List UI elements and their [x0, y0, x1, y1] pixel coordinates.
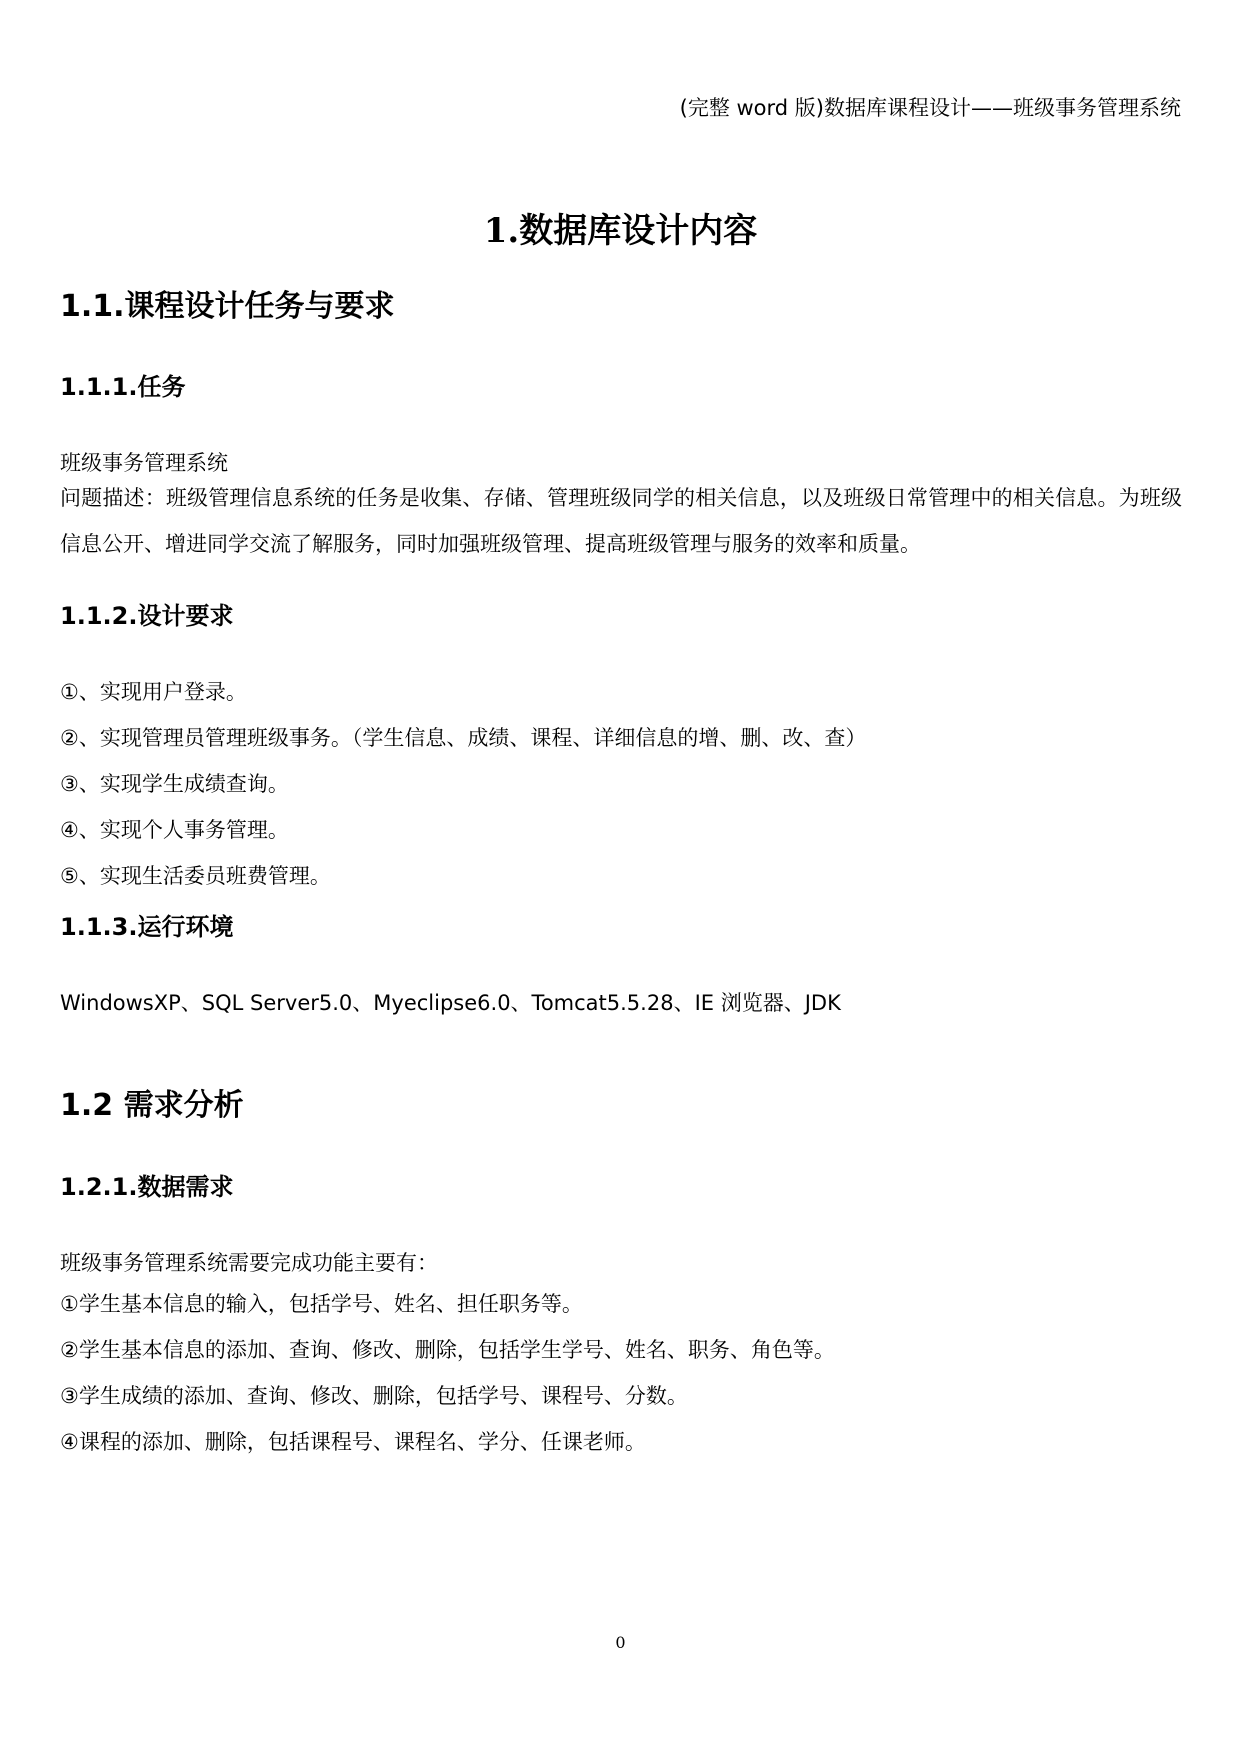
subsection-heading-requirements: 1.1.2.设计要求 — [60, 602, 234, 630]
list-item: ③、实现学生成绩查询。 — [60, 772, 289, 796]
page-number: 0 — [615, 1633, 626, 1652]
chapter-title: 1.数据库设计内容 — [483, 211, 758, 251]
list-item: ②、实现管理员管理班级事务。（学生信息、成绩、课程、详细信息的增、删、改、查） — [60, 726, 867, 750]
running-header: (完整 word 版)数据库课程设计——班级事务管理系统 — [679, 96, 1181, 120]
system-name-text: 班级事务管理系统 — [60, 451, 228, 475]
list-item: ④课程的添加、删除，包括课程号、课程名、学分、任课老师。 — [60, 1430, 646, 1454]
subsection-heading-task: 1.1.1.任务 — [60, 373, 186, 401]
subsection-heading-environment: 1.1.3.运行环境 — [60, 913, 234, 941]
data-requirements-list — [60, 1290, 835, 1474]
subsection-heading-data-requirements: 1.2.1.数据需求 — [60, 1173, 234, 1201]
list-item: ①学生基本信息的输入，包括学号、姓名、担任职务等。 — [60, 1292, 583, 1316]
list-item: ⑤、实现生活委员班费管理。 — [60, 864, 331, 888]
problem-description-paragraph: 问题描述：班级管理信息系统的任务是收集、存储、管理班级同学的相关信息，以及班级日常管理中的相关信息。为班级信息公开、增进同学交流了解服务，同时加强班级管理、提高班级管理与服务的效率和质量。 — [60, 486, 1182, 556]
data-requirements-intro: 班级事务管理系统需要完成功能主要有： — [60, 1251, 438, 1275]
section-heading-1-2: 1.2 需求分析 — [60, 1088, 244, 1123]
environment-text: WindowsXP、SQL Server5.0、Myeclipse6.0、Tomcat5.5.28、IE 浏览器、JDK — [60, 991, 841, 1015]
requirements-list — [60, 678, 866, 908]
list-item: ①、实现用户登录。 — [60, 680, 247, 704]
list-item: ②学生基本信息的添加、查询、修改、删除，包括学生学号、姓名、职务、角色等。 — [60, 1338, 835, 1362]
section-heading-1-1: 1.1.课程设计任务与要求 — [60, 289, 395, 324]
list-item: ③学生成绩的添加、查询、修改、删除，包括学号、课程号、分数。 — [60, 1384, 688, 1408]
list-item: ④、实现个人事务管理。 — [60, 818, 289, 842]
